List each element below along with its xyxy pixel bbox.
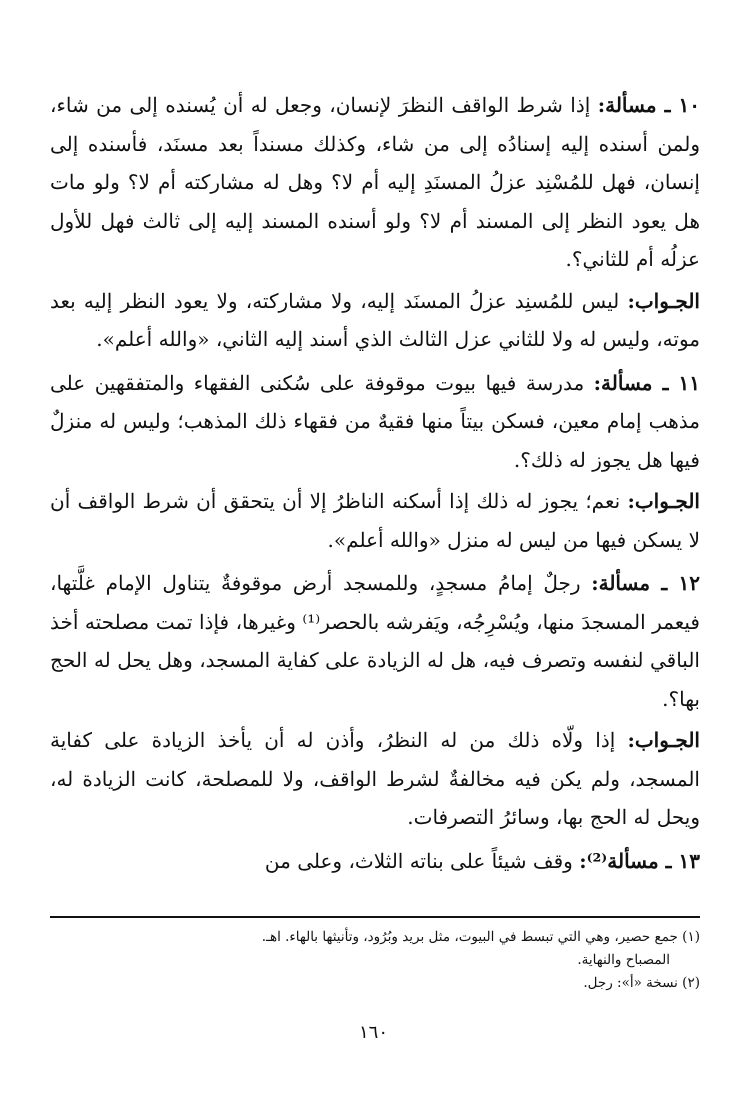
answer-10-text: ليس للمُسنِد عزلُ المسنَد إليه، ولا مشاركته، ولا يعود النظر إليه بعد موته، وليس له ولا للثاني عزل الثالث الذي أسند إليه الثاني، «والله أعلم». bbox=[50, 288, 700, 351]
question-11-text: مدرسة فيها بيوت موقوفة على سُكنى الفقهاء والمتفقهين على مذهب إمام معين، فسكن بيتاً منها فقيهٌ من فقهاء ذلك المذهب؛ وليس له منزلٌ فيها هل يجوز له ذلك؟. bbox=[50, 370, 700, 472]
question-13-heading: ١٣ ـ مسألة⁽²⁾: bbox=[579, 848, 700, 873]
question-10 bbox=[50, 86, 700, 279]
answer-11 bbox=[50, 482, 700, 559]
footnote-1: (١) جمع حصير، وهي التي تبسط في البيوت، مثل بريد وبُرُود، وتأنيثها بالهاء. اهـ. bbox=[261, 929, 700, 945]
answer-12 bbox=[50, 721, 700, 837]
footnotes bbox=[50, 916, 700, 995]
question-13 bbox=[50, 842, 700, 881]
question-11 bbox=[50, 364, 700, 480]
question-10-heading: ١٠ ـ مسألة: bbox=[597, 93, 700, 117]
question-12-heading: ١٢ ـ مسألة: bbox=[591, 571, 700, 595]
answer-10 bbox=[50, 282, 700, 359]
question-12 bbox=[50, 564, 700, 718]
page-number: ١٦٠ bbox=[358, 1022, 388, 1043]
answer-12-text: إذا ولّاه ذلك من له النظرُ، وأذن له أن يأخذ الزيادة على كفاية المسجد، ولم يكن فيه مخالفةٌ لشرط الواقف، ولا للمصلحة، كانت الزيادة له، ويحل له الحج بها، وسائرُ التصرفات. bbox=[50, 728, 700, 829]
footnote-2: (٢) نسخة «أ»: رجل. bbox=[583, 975, 700, 991]
answer-11-heading: الجـواب: bbox=[627, 489, 700, 513]
main-text bbox=[50, 86, 700, 883]
question-10-text: إذا شرط الواقف النظرَ لإنسان، وجعل له أن يُسنده إلى من شاء، ولمن أسنده إليه إسنادُه إلى من شاء، وكذلك مسنداً بعد مسنَد، فأسنده إلى إنسان، فهل للمُسْنِد عزلُ المسنَدِ إليه أم لا؟ وهل له مشاركته أم لا؟ ولو مات هل يعود النظر إلى المسند أم لا؟ ولو أسنده المسند إليه إلى ثالث فهل للأول عزلُه أم للثاني؟. bbox=[50, 93, 700, 271]
answer-10-heading: الجـواب: bbox=[627, 288, 700, 313]
question-11-heading: ١١ ـ مسألة: bbox=[593, 370, 700, 395]
question-13-text: وقف شيئاً على بناته الثلاث، وعلى من bbox=[264, 848, 580, 873]
answer-12-heading: الجـواب: bbox=[627, 728, 700, 752]
answer-11-text: نعم؛ يجوز له ذلك إذا أسكنه الناظرُ إلا أن يتحقق أن شرط الواقف أن لا يسكن فيها من ليس له منزل «والله أعلم». bbox=[50, 489, 700, 552]
footnote-1-continuation: المصباح والنهاية. bbox=[577, 952, 670, 968]
question-12-text: رجلٌ إمامُ مسجدٍ، وللمسجد أرض موقوفةٌ يتناول الإمام غلَّتها، فيعمر المسجدَ منها، ويُسْرِجُه، ويَفرشه بالحصر⁽¹⁾ وغيرها، فإذا تمت مصلحته أخذ الباقي لنفسه وتصرف فيه، هل له الزيادة على كفاية المسجد، وهل يحل له الحج بها؟. bbox=[50, 571, 700, 711]
